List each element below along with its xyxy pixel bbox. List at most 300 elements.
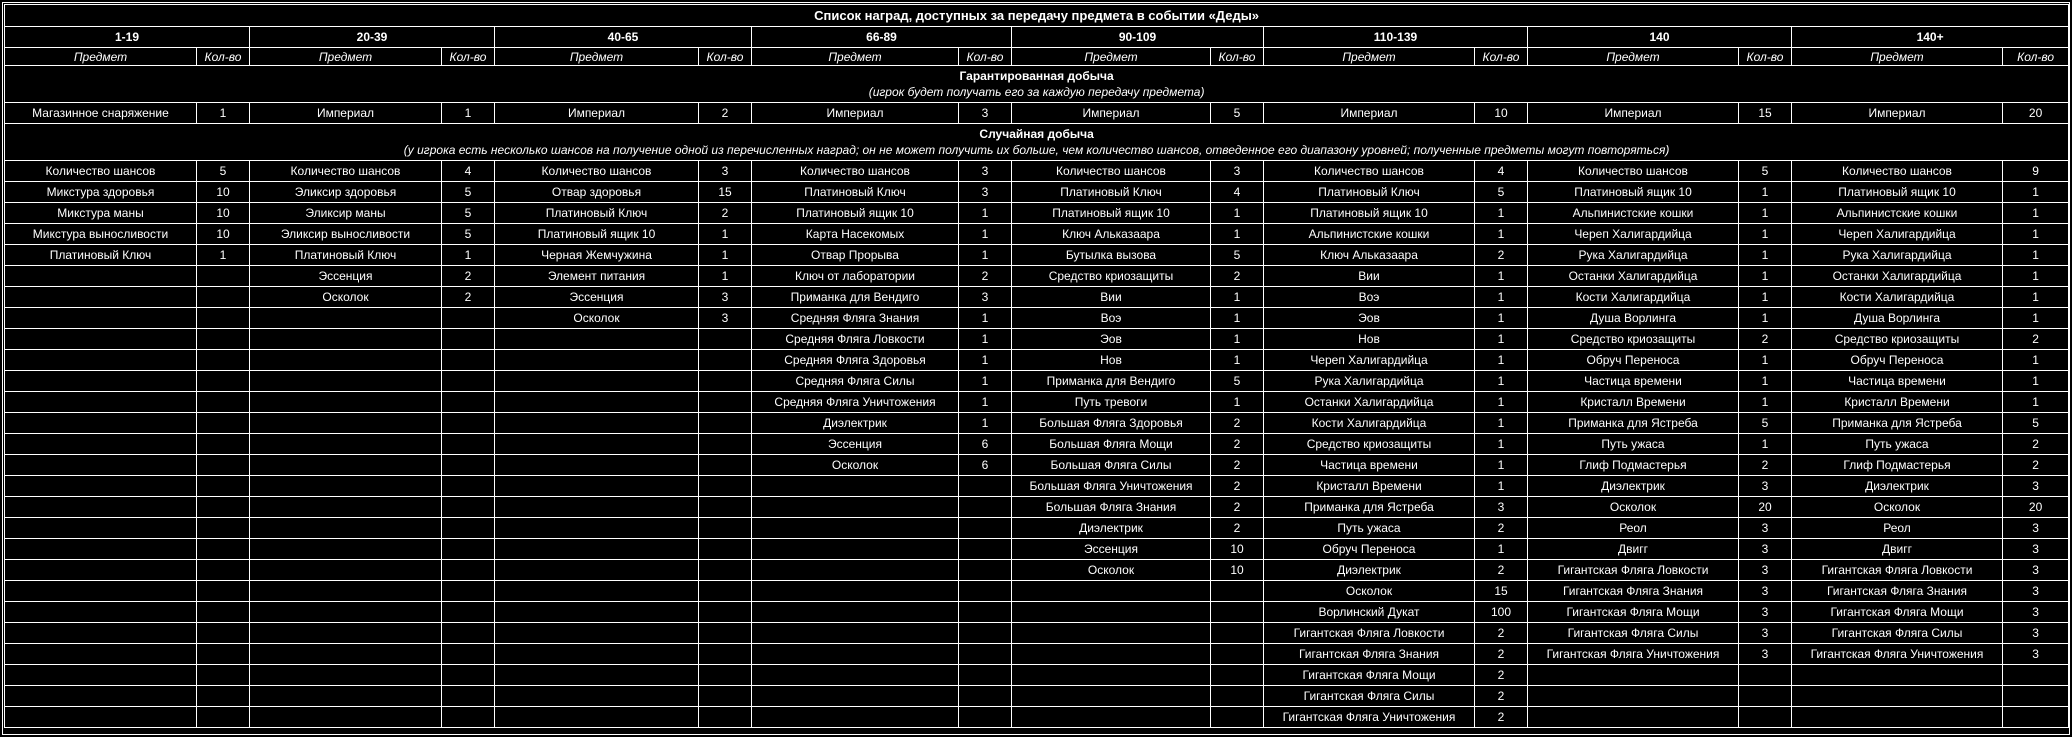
random-item: Осколок [1264, 581, 1475, 602]
random-qty: 2 [959, 266, 1012, 287]
random-qty: 2 [1475, 623, 1528, 644]
empty-cell [959, 581, 1012, 602]
empty-cell [442, 308, 495, 329]
empty-cell [1739, 707, 1792, 728]
empty-cell [442, 518, 495, 539]
random-qty: 3 [959, 287, 1012, 308]
empty-cell [442, 560, 495, 581]
random-qty: 10 [197, 182, 250, 203]
random-item: Ключ Альказаара [1012, 224, 1211, 245]
empty-cell [197, 434, 250, 455]
random-qty: 4 [1475, 161, 1528, 182]
random-item: Нов [1012, 350, 1211, 371]
empty-cell [752, 560, 959, 581]
empty-cell [699, 623, 752, 644]
guaranteed-item: Империал [1792, 103, 2003, 124]
random-qty: 3 [2003, 623, 2069, 644]
random-qty: 2 [1211, 266, 1264, 287]
random-item: Останки Халигардийца [1528, 266, 1739, 287]
random-qty: 1 [1739, 245, 1792, 266]
empty-cell [5, 413, 197, 434]
random-item: Большая Фляга Силы [1012, 455, 1211, 476]
guaranteed-qty: 3 [959, 103, 1012, 124]
random-item: Альпинистские кошки [1528, 203, 1739, 224]
empty-cell [197, 560, 250, 581]
empty-cell [495, 707, 699, 728]
empty-cell [495, 455, 699, 476]
random-item: Микстура здоровья [5, 182, 197, 203]
random-item: Микстура маны [5, 203, 197, 224]
empty-cell [5, 623, 197, 644]
random-item: Количество шансов [5, 161, 197, 182]
random-item: Путь тревоги [1012, 392, 1211, 413]
empty-cell [699, 350, 752, 371]
item-column-header: Предмет [495, 48, 699, 66]
random-item: Путь ужаса [1792, 434, 2003, 455]
random-item: Платиновый Ключ [495, 203, 699, 224]
random-qty: 1 [1211, 287, 1264, 308]
guaranteed-qty: 1 [442, 103, 495, 124]
table-row [5, 287, 2069, 308]
empty-cell [699, 392, 752, 413]
random-qty: 3 [959, 182, 1012, 203]
empty-cell [959, 644, 1012, 665]
random-qty: 1 [1211, 203, 1264, 224]
random-qty: 20 [2003, 497, 2069, 518]
empty-cell [2003, 665, 2069, 686]
random-qty: 5 [1475, 182, 1528, 203]
random-qty: 1 [1739, 350, 1792, 371]
empty-cell [752, 623, 959, 644]
empty-cell [1211, 602, 1264, 623]
random-qty: 1 [1739, 182, 1792, 203]
random-qty: 1 [1211, 224, 1264, 245]
empty-cell [752, 686, 959, 707]
random-qty: 1 [959, 203, 1012, 224]
random-qty: 1 [699, 224, 752, 245]
random-item: Приманка для Ястреба [1264, 497, 1475, 518]
empty-cell [5, 476, 197, 497]
empty-cell [197, 686, 250, 707]
random-item: Средство криозащиты [1792, 329, 2003, 350]
empty-cell [5, 266, 197, 287]
empty-cell [699, 665, 752, 686]
empty-cell [495, 539, 699, 560]
empty-cell [1211, 665, 1264, 686]
random-item: Гигантская Фляга Уничтожения [1528, 644, 1739, 665]
empty-cell [699, 539, 752, 560]
empty-cell [1528, 707, 1739, 728]
table-row [5, 224, 2069, 245]
qty-column-header: Кол-во [197, 48, 250, 66]
random-qty: 2 [2003, 455, 2069, 476]
empty-cell [197, 329, 250, 350]
guaranteed-item: Магазинное снаряжение [5, 103, 197, 124]
random-qty: 10 [197, 203, 250, 224]
random-item: Останки Халигардийца [1792, 266, 2003, 287]
random-item: Нов [1264, 329, 1475, 350]
empty-cell [442, 686, 495, 707]
guaranteed-note: (игрок будет получать его за каждую передачу предмета) [868, 85, 1205, 99]
empty-cell [250, 518, 442, 539]
random-item: Альпинистские кошки [1792, 203, 2003, 224]
random-qty: 15 [699, 182, 752, 203]
random-item: Воэ [1012, 308, 1211, 329]
empty-cell [1211, 644, 1264, 665]
random-item: Осколок [752, 455, 959, 476]
random-qty: 2 [1475, 518, 1528, 539]
random-qty: 10 [1211, 539, 1264, 560]
random-item: Диэлектрик [1528, 476, 1739, 497]
random-item: Количество шансов [250, 161, 442, 182]
random-item: Приманка для Вендиго [1012, 371, 1211, 392]
random-item: Диэлектрик [752, 413, 959, 434]
empty-cell [1528, 665, 1739, 686]
empty-cell [250, 455, 442, 476]
random-item: Средство криозащиты [1528, 329, 1739, 350]
empty-cell [495, 413, 699, 434]
random-item: Приманка для Вендиго [752, 287, 959, 308]
empty-cell [442, 644, 495, 665]
empty-cell [197, 287, 250, 308]
guaranteed-item: Империал [495, 103, 699, 124]
random-qty: 2 [442, 266, 495, 287]
empty-cell [442, 539, 495, 560]
random-item: Обруч Переноса [1528, 350, 1739, 371]
item-column-header: Предмет [250, 48, 442, 66]
random-qty: 1 [1475, 224, 1528, 245]
random-qty: 1 [959, 413, 1012, 434]
empty-cell [1012, 581, 1211, 602]
random-qty: 3 [1475, 497, 1528, 518]
item-column-header: Предмет [1012, 48, 1211, 66]
empty-cell [1211, 707, 1264, 728]
qty-column-header: Кол-во [1475, 48, 1528, 66]
empty-cell [197, 266, 250, 287]
level-range-header: 140+ [1792, 27, 2069, 48]
random-item: Кристалл Времени [1792, 392, 2003, 413]
random-item: Платиновый Ключ [250, 245, 442, 266]
empty-cell [442, 602, 495, 623]
random-qty: 5 [197, 161, 250, 182]
empty-cell [752, 707, 959, 728]
empty-cell [250, 539, 442, 560]
random-item: Воэ [1264, 287, 1475, 308]
random-qty: 2 [1475, 245, 1528, 266]
empty-cell [5, 392, 197, 413]
empty-cell [495, 476, 699, 497]
table-row [5, 497, 2069, 518]
empty-cell [442, 329, 495, 350]
guaranteed-qty: 10 [1475, 103, 1528, 124]
table-row [5, 392, 2069, 413]
empty-cell [197, 476, 250, 497]
random-qty: 1 [959, 371, 1012, 392]
table-row [5, 413, 2069, 434]
table-row [5, 623, 2069, 644]
empty-cell [197, 644, 250, 665]
empty-cell [752, 518, 959, 539]
random-item: Реол [1792, 518, 2003, 539]
empty-cell [197, 539, 250, 560]
random-item: Эов [1264, 308, 1475, 329]
random-item: Платиновый Ключ [5, 245, 197, 266]
random-qty: 3 [1739, 623, 1792, 644]
empty-cell [959, 686, 1012, 707]
random-item: Обруч Переноса [1264, 539, 1475, 560]
empty-cell [699, 413, 752, 434]
random-qty: 2 [1739, 455, 1792, 476]
empty-cell [250, 644, 442, 665]
empty-cell [250, 623, 442, 644]
table-row [5, 602, 2069, 623]
empty-cell [5, 455, 197, 476]
empty-cell [959, 560, 1012, 581]
empty-cell [495, 497, 699, 518]
empty-cell [495, 350, 699, 371]
empty-cell [495, 686, 699, 707]
rewards-table [4, 4, 2069, 728]
table-row [5, 476, 2069, 497]
random-item: Вии [1264, 266, 1475, 287]
random-item: Гигантская Фляга Силы [1528, 623, 1739, 644]
random-item: Частица времени [1528, 371, 1739, 392]
empty-cell [1012, 602, 1211, 623]
random-qty: 1 [1475, 476, 1528, 497]
random-qty: 5 [2003, 413, 2069, 434]
random-qty: 100 [1475, 602, 1528, 623]
random-qty: 15 [1475, 581, 1528, 602]
table-row [5, 308, 2069, 329]
random-qty: 3 [2003, 581, 2069, 602]
random-qty: 1 [699, 266, 752, 287]
empty-cell [442, 413, 495, 434]
empty-cell [442, 476, 495, 497]
random-qty: 6 [959, 434, 1012, 455]
random-item: Ключ от лаборатории [752, 266, 959, 287]
empty-cell [250, 602, 442, 623]
random-qty: 3 [2003, 476, 2069, 497]
empty-cell [1739, 665, 1792, 686]
empty-cell [1211, 686, 1264, 707]
empty-cell [959, 518, 1012, 539]
random-qty: 2 [1475, 665, 1528, 686]
random-item: Большая Фляга Знания [1012, 497, 1211, 518]
empty-cell [1211, 581, 1264, 602]
guaranteed-qty: 20 [2003, 103, 2069, 124]
empty-cell [699, 602, 752, 623]
random-item: Гигантская Фляга Мощи [1264, 665, 1475, 686]
empty-cell [197, 371, 250, 392]
random-qty: 1 [1475, 266, 1528, 287]
random-item: Вии [1012, 287, 1211, 308]
empty-cell [959, 707, 1012, 728]
empty-cell [752, 539, 959, 560]
empty-cell [197, 308, 250, 329]
column-subheader-row [5, 48, 2069, 66]
random-qty: 3 [2003, 644, 2069, 665]
empty-cell [495, 392, 699, 413]
empty-cell [442, 371, 495, 392]
random-qty: 4 [442, 161, 495, 182]
table-row [5, 665, 2069, 686]
empty-cell [250, 413, 442, 434]
random-item: Платиновый Ключ [1264, 182, 1475, 203]
random-qty: 1 [1739, 371, 1792, 392]
table-row [5, 560, 2069, 581]
table-row [5, 539, 2069, 560]
random-item: Эссенция [752, 434, 959, 455]
random-qty: 2 [1475, 686, 1528, 707]
random-item: Эликсир здоровья [250, 182, 442, 203]
random-qty: 10 [197, 224, 250, 245]
random-qty: 2 [2003, 329, 2069, 350]
random-qty: 1 [1211, 350, 1264, 371]
random-note: (у игрока есть несколько шансов на получение одной из перечисленных наград; он не может получить их больше, чем количество шансов, отведенное его диапазону уровней; полученные предметы могут повторяться) [403, 143, 1670, 157]
random-item: Платиновый ящик 10 [1528, 182, 1739, 203]
empty-cell [442, 623, 495, 644]
random-qty: 2 [1475, 560, 1528, 581]
random-item: Рука Халигардийца [1528, 245, 1739, 266]
empty-cell [495, 644, 699, 665]
guaranteed-item: Империал [752, 103, 959, 124]
random-qty: 1 [2003, 308, 2069, 329]
random-item: Гигантская Фляга Мощи [1528, 602, 1739, 623]
table-title: Список наград, доступных за передачу предмета в событии «Деды» [5, 5, 2069, 27]
empty-cell [197, 455, 250, 476]
random-qty: 1 [2003, 287, 2069, 308]
guaranteed-item: Империал [1012, 103, 1211, 124]
qty-column-header: Кол-во [1739, 48, 1792, 66]
empty-cell [495, 581, 699, 602]
table-row [5, 245, 2069, 266]
empty-cell [5, 350, 197, 371]
random-qty: 6 [959, 455, 1012, 476]
random-item: Средняя Фляга Здоровья [752, 350, 959, 371]
empty-cell [197, 392, 250, 413]
table-row [5, 350, 2069, 371]
random-item: Отвар Прорыва [752, 245, 959, 266]
empty-cell [250, 329, 442, 350]
random-item: Карта Насекомых [752, 224, 959, 245]
random-qty: 1 [442, 245, 495, 266]
random-qty: 3 [2003, 602, 2069, 623]
random-qty: 3 [699, 161, 752, 182]
empty-cell [5, 665, 197, 686]
random-qty: 1 [197, 245, 250, 266]
random-item: Средняя Фляга Уничтожения [752, 392, 959, 413]
guaranteed-section-header [5, 66, 2069, 103]
random-qty: 1 [2003, 203, 2069, 224]
random-item: Кристалл Времени [1528, 392, 1739, 413]
empty-cell [1012, 623, 1211, 644]
random-item: Гигантская Фляга Ловкости [1264, 623, 1475, 644]
random-qty: 5 [1739, 161, 1792, 182]
empty-cell [250, 308, 442, 329]
level-range-header: 140 [1528, 27, 1792, 48]
level-range-header: 90-109 [1012, 27, 1264, 48]
empty-cell [197, 497, 250, 518]
random-item: Ворлинский Дукат [1264, 602, 1475, 623]
random-item: Обруч Переноса [1792, 350, 2003, 371]
random-item: Количество шансов [1792, 161, 2003, 182]
random-title: Случайная добыча [979, 127, 1094, 141]
table-row [5, 203, 2069, 224]
random-qty: 1 [2003, 266, 2069, 287]
empty-cell [5, 518, 197, 539]
guaranteed-loot-row [5, 103, 2069, 124]
guaranteed-item: Империал [1528, 103, 1739, 124]
level-range-header: 66-89 [752, 27, 1012, 48]
random-qty: 2 [1211, 455, 1264, 476]
empty-cell [442, 392, 495, 413]
empty-cell [250, 350, 442, 371]
guaranteed-item: Империал [250, 103, 442, 124]
random-item: Путь ужаса [1264, 518, 1475, 539]
empty-cell [5, 707, 197, 728]
empty-cell [959, 539, 1012, 560]
random-qty: 1 [1475, 350, 1528, 371]
random-item: Эссенция [495, 287, 699, 308]
empty-cell [250, 392, 442, 413]
random-item: Отвар здоровья [495, 182, 699, 203]
random-item: Осколок [1012, 560, 1211, 581]
guaranteed-qty: 5 [1211, 103, 1264, 124]
qty-column-header: Кол-во [959, 48, 1012, 66]
qty-column-header: Кол-во [699, 48, 752, 66]
random-item: Большая Фляга Мощи [1012, 434, 1211, 455]
empty-cell [1012, 686, 1211, 707]
random-qty: 3 [1739, 644, 1792, 665]
random-qty: 1 [959, 308, 1012, 329]
empty-cell [442, 434, 495, 455]
empty-cell [1739, 686, 1792, 707]
empty-cell [1211, 623, 1264, 644]
random-item: Эссенция [250, 266, 442, 287]
empty-cell [752, 476, 959, 497]
random-qty: 1 [2003, 224, 2069, 245]
random-qty: 4 [1211, 182, 1264, 203]
empty-cell [495, 371, 699, 392]
empty-cell [752, 602, 959, 623]
random-qty: 2 [1211, 476, 1264, 497]
random-item: Черная Жемчужина [495, 245, 699, 266]
random-qty: 5 [1211, 371, 1264, 392]
random-qty: 1 [1211, 329, 1264, 350]
random-qty: 10 [1211, 560, 1264, 581]
random-item: Приманка для Ястреба [1792, 413, 2003, 434]
random-item: Глиф Подмастерья [1528, 455, 1739, 476]
empty-cell [699, 434, 752, 455]
qty-column-header: Кол-во [1211, 48, 1264, 66]
empty-cell [442, 665, 495, 686]
random-item: Платиновый ящик 10 [1012, 203, 1211, 224]
empty-cell [959, 665, 1012, 686]
empty-cell [250, 581, 442, 602]
random-qty: 1 [1475, 203, 1528, 224]
random-qty: 3 [2003, 560, 2069, 581]
random-qty: 9 [2003, 161, 2069, 182]
item-column-header: Предмет [1264, 48, 1475, 66]
random-qty: 1 [1739, 308, 1792, 329]
empty-cell [1528, 686, 1739, 707]
random-qty: 1 [1211, 308, 1264, 329]
random-item: Гигантская Фляга Знания [1528, 581, 1739, 602]
random-item: Осколок [250, 287, 442, 308]
empty-cell [250, 686, 442, 707]
random-item: Череп Халигардийца [1264, 350, 1475, 371]
empty-cell [699, 329, 752, 350]
